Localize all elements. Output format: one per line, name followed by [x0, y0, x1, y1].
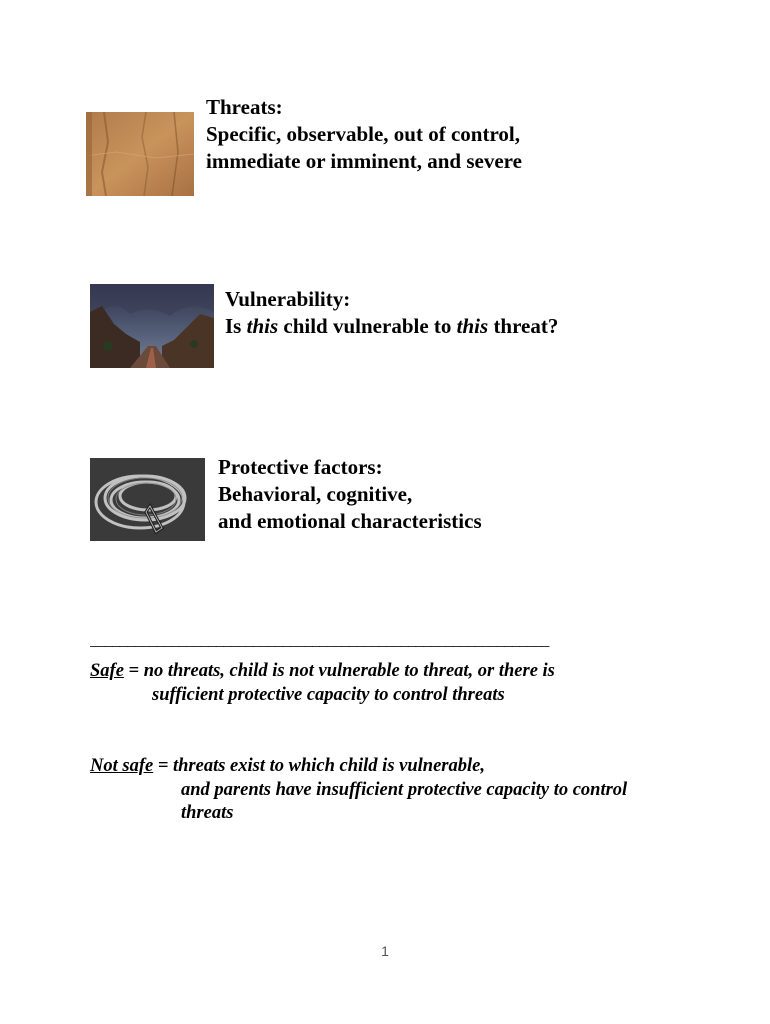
protective-line-2: and emotional characteristics	[218, 509, 482, 533]
vulnerability-suffix: threat?	[488, 314, 559, 338]
protective-title: Protective factors:	[218, 455, 383, 479]
vulnerability-em-1: this	[246, 314, 279, 338]
not-safe-definition	[90, 755, 627, 826]
safe-line-2: sufficient protective capacity to control threats	[152, 684, 505, 705]
threats-line-2: immediate or imminent, and severe	[206, 149, 522, 173]
threats-heading	[206, 94, 522, 175]
divider-line: ______________________________________________________________	[90, 632, 549, 649]
not-safe-line-2: and parents have insufficient protective capacity to control	[181, 779, 628, 800]
vulnerability-em-2: this	[456, 314, 489, 338]
threats-title: Threats:	[206, 95, 283, 119]
vulnerability-heading	[225, 286, 558, 340]
safe-line-1	[90, 660, 555, 684]
vulnerability-mid: child vulnerable to	[278, 314, 457, 338]
rope-image	[90, 458, 205, 541]
safe-definition	[90, 660, 555, 707]
not-safe-line-1-text: = threats exist to which child is vulnerable,	[153, 756, 485, 776]
threats-line-1: Specific, observable, out of control,	[206, 122, 520, 146]
protective-line-1: Behavioral, cognitive,	[218, 482, 413, 506]
page-number: 1	[381, 943, 389, 959]
not-safe-line-3: threats	[181, 803, 234, 823]
protective-heading	[218, 454, 482, 535]
vulnerability-question	[225, 313, 558, 340]
safe-line-1-text: = no threats, child is not vulnerable to threat, or there is	[123, 661, 555, 681]
not-safe-line-1	[90, 755, 627, 779]
safe-term: Safe	[90, 661, 124, 681]
vulnerability-prefix: Is	[225, 314, 247, 338]
cliff-image	[86, 112, 194, 196]
vulnerability-title: Vulnerability:	[225, 287, 351, 311]
canyon-image	[90, 284, 214, 368]
not-safe-term: Not safe	[90, 756, 154, 776]
